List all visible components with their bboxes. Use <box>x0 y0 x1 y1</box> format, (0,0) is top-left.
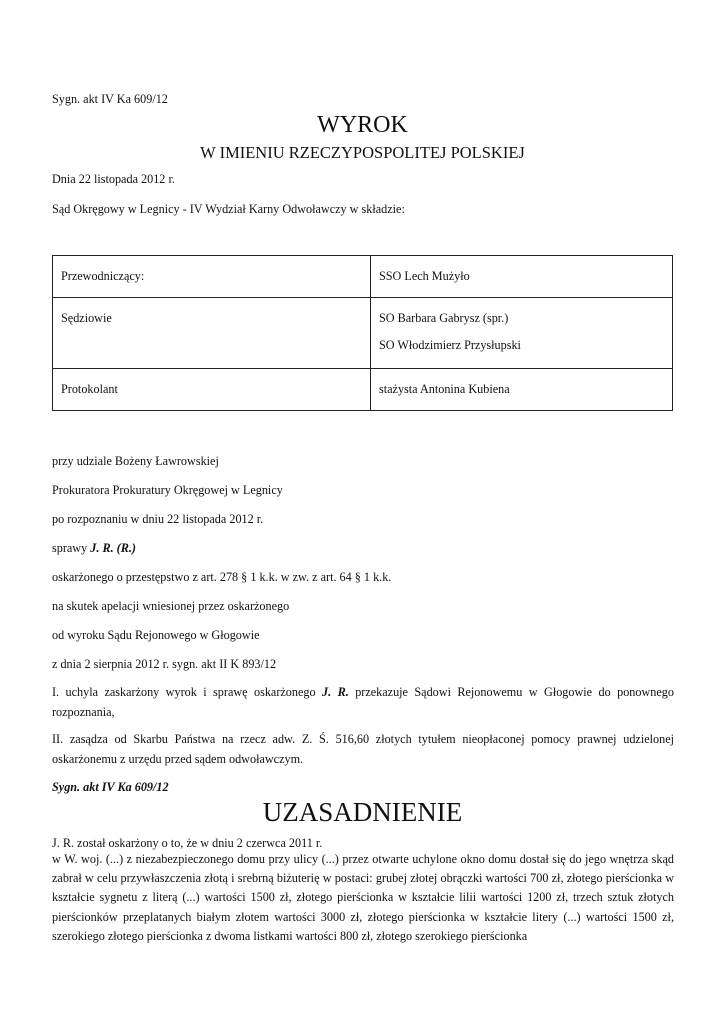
prosecutor-participation: przy udziale Bożeny Ławrowskiej <box>52 454 219 468</box>
court-composition-intro: Sąd Okręgowy w Legnicy - IV Wydział Karny Odwoławczy w składzie: <box>52 202 405 216</box>
document-subtitle: W IMIENIU RZECZYPOSPOLITEJ POLSKIEJ <box>200 143 525 162</box>
role-cell: Protokolant <box>53 369 371 411</box>
ruling-point-2: II. zasądza od Skarbu Państwa na rzecz adw. Z. Ś. 516,60 złotych tytułem nieopłaconej pomocy prawnej udzielonej oskarżonemu z urzędu przed sądem odwoławczym. <box>52 732 674 766</box>
table-row <box>53 369 673 411</box>
case-number: Sygn. akt IV Ka 609/12 <box>52 92 168 106</box>
court-panel-table <box>52 255 673 411</box>
appeal-line: na skutek apelacji wniesionej przez oskarżonego <box>52 599 290 613</box>
hearing-date: po rozpoznaniu w dniu 22 listopada 2012 r. <box>52 512 264 526</box>
names-cell: SO Barbara Gabrysz (spr.) SO Włodzimierz Przysłupski <box>371 298 673 369</box>
names-cell: SSO Lech Mużyło <box>371 256 673 298</box>
charge-line: oskarżonego o przestępstwo z art. 278 § 1 k.k. w zw. z art. 64 § 1 k.k. <box>52 570 392 584</box>
lower-court-line: od wyroku Sądu Rejonowego w Głogowie <box>52 628 260 642</box>
table-row <box>53 256 673 298</box>
judgment-date: Dnia 22 listopada 2012 r. <box>52 172 175 186</box>
table-row <box>53 298 673 369</box>
justification-case-number: Sygn. akt IV Ka 609/12 <box>52 780 169 794</box>
defendant-name: J. R. (R.) <box>90 541 136 555</box>
justification-intro: J. R. został oskarżony o to, że w dniu 2 czerwca 2011 r. <box>52 836 323 850</box>
role-cell: Sędziowie <box>53 298 371 369</box>
ruling-point-1: I. uchyla zaskarżony wyrok i sprawę oskarżonego J. R. przekazuje Sądowi Rejonowemu w Głogowie do ponownego rozpoznania, <box>52 685 674 719</box>
prosecutor-office: Prokuratora Prokuratury Okręgowej w Legnicy <box>52 483 283 497</box>
justification-paragraph: w W. woj. (...) z niezabezpieczonego domu przy ulicy (...) przez otwarte uchylone okno domu dostał się do jego wnętrza skąd zabrał w celu przywłaszczenia złotą i srebrną biżuterię w postaci: grubej złotej obrączki wartości 700 zł, złotego pierścionka w kształcie sygnetu z literą (...) wartości 1500 zł, złotego pierścionka w kształcie lilii wartości 1200 zł, trzech sztuk złotych pierścionków przeplatanych białym złotem wartości 3000 zł, złotego pierścionka w kształcie litery (...) wartości 1500 zł, szerokiego złotego pierścionka z dwoma listkami wartości 800 zł, złotego szerokiego pierścionka <box>52 852 674 943</box>
justification-title: UZASADNIENIE <box>262 797 463 827</box>
defendant-name: J. R. <box>322 685 349 699</box>
case-party: sprawy J. R. (R.) <box>52 541 136 555</box>
names-cell: stażysta Antonina Kubiena <box>371 369 673 411</box>
document-title: WYROK <box>317 112 408 138</box>
lower-judgment-line: z dnia 2 sierpnia 2012 r. sygn. akt II K 893/12 <box>52 657 277 671</box>
role-cell: Przewodniczący: <box>53 256 371 298</box>
